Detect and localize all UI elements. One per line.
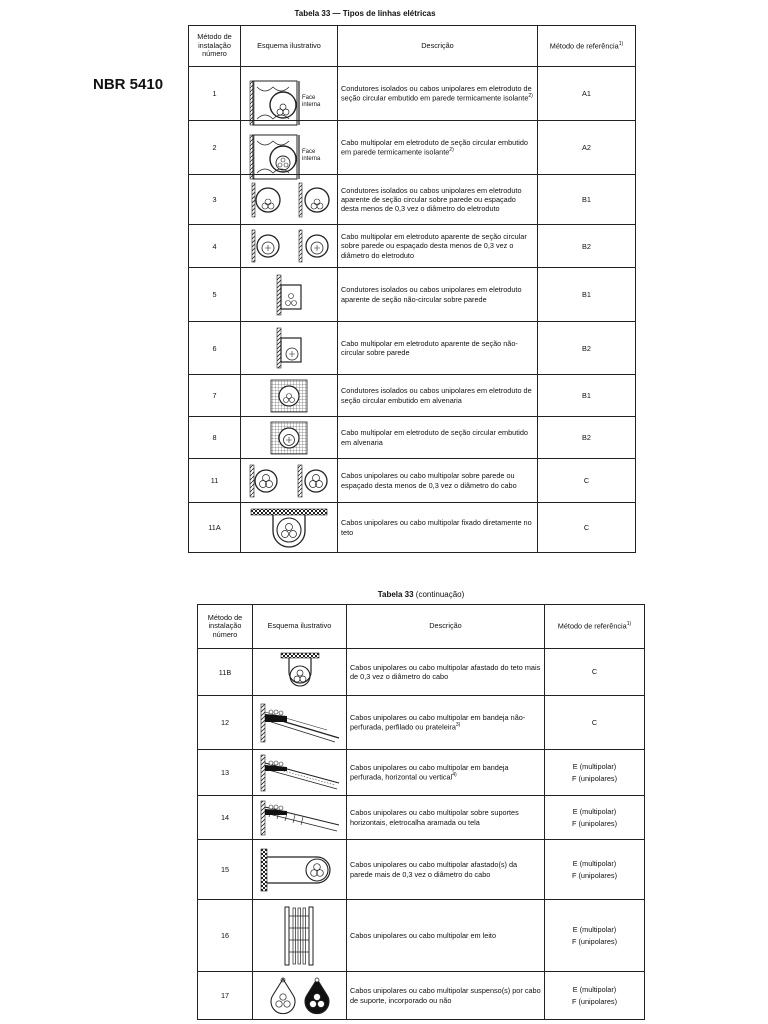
row-footnote: 4): [452, 772, 457, 779]
row-description: Condutores isolados ou cabos unipolares em eletroduto aparente de seção circular sobre parede ou espaçado desta menos de 0,3 vez o diâmetro do eletroduto: [338, 175, 538, 225]
row-description: Cabos unipolares ou cabo multipolar sobre parede ou espaçado desta menos de 0,3 vez o diâmetro do cabo: [338, 459, 538, 503]
row-reference: C: [538, 503, 636, 553]
row-description: Cabos unipolares ou cabo multipolar em leito: [347, 900, 545, 972]
table1-header-metodo: Método de instalação número: [189, 26, 241, 67]
schema-label: Face interna: [302, 94, 321, 108]
cable-on-wall-icon: [244, 462, 334, 500]
schema-cell: [241, 175, 338, 225]
solid-cable-tray-icon: [257, 700, 343, 746]
row-number: 2: [189, 121, 241, 175]
reference-primary: E (multipolar): [572, 858, 617, 868]
schema-cell: [241, 459, 338, 503]
schema-cell: [253, 750, 347, 796]
cable-spaced-from-wall-icon: [257, 845, 343, 895]
table-row: [189, 225, 636, 268]
row-description: Cabo multipolar em eletroduto aparente de seção circular sobre parede ou espaçado desta menos de 0,3 vez o diâmetro do eletroduto: [338, 225, 538, 268]
schema-cell: [253, 696, 347, 750]
row-number: 8: [189, 417, 241, 459]
row-description: Cabo multipolar em eletroduto de seção circular embutido em alvenaria: [338, 417, 538, 459]
schema-cell: [241, 121, 338, 175]
table2: [197, 604, 645, 1020]
row-number: 1: [189, 67, 241, 121]
reference-primary: C: [591, 717, 598, 727]
row-number: 15: [198, 840, 253, 900]
rectangular-conduit-icon: [269, 272, 309, 318]
table1-header-row: [189, 26, 636, 67]
table-row: [198, 696, 645, 750]
row-reference: B2: [538, 322, 636, 375]
row-description: [347, 750, 545, 796]
surface-multipolar-conduit-icon: [244, 227, 334, 265]
row-reference: B1: [538, 268, 636, 322]
row-reference: [545, 840, 645, 900]
table1-title-bold: Tabela 33 — Tipos de linhas elétricas: [294, 9, 436, 18]
schema-cell: [241, 375, 338, 417]
row-description: Cabos unipolares ou cabo multipolar afastado do teto mais de 0,3 vez o diâmetro do cabo: [347, 649, 545, 696]
schema-cell: [253, 900, 347, 972]
reference-secondary: F (unipolares): [571, 936, 617, 946]
schema-label: Face interna: [302, 148, 321, 162]
reference-secondary: F (unipolares): [571, 870, 617, 880]
table1-header-referencia-text: Método de referência: [549, 41, 619, 51]
row-number: 6: [189, 322, 241, 375]
schema-cell: [241, 503, 338, 553]
row-number: 11A: [189, 503, 241, 553]
wire-mesh-tray-icon: [257, 799, 343, 837]
row-number: 16: [198, 900, 253, 972]
cable-spaced-from-ceiling-icon: [275, 651, 325, 693]
table1-header-referencia: [538, 26, 636, 67]
row-description: [338, 121, 538, 175]
row-number: 7: [189, 375, 241, 417]
row-description-text: Cabos unipolares ou cabo multipolar em bandeja não-perfurada, perfilado ou prateleira: [350, 713, 526, 732]
row-description-text: Cabos unipolares ou cabo multipolar em bandeja perfurada, horizontal ou vertical: [350, 763, 509, 782]
table-row: [189, 175, 636, 225]
schema-cell: [241, 417, 338, 459]
reference-primary: E (multipolar): [572, 761, 617, 771]
row-description: Cabo multipolar em eletroduto aparente de seção não-circular sobre parede: [338, 322, 538, 375]
row-description: [338, 67, 538, 121]
reference-primary: E (multipolar): [572, 984, 617, 994]
table1-header-referencia-note: 1): [618, 40, 624, 47]
table-row: [198, 840, 645, 900]
schema-cell: [253, 840, 347, 900]
table-row: [189, 375, 636, 417]
table2-title: [260, 590, 582, 599]
row-number: 13: [198, 750, 253, 796]
row-footnote: 3): [455, 722, 461, 729]
schema-cell: [253, 649, 347, 696]
table2-header-descricao: Descrição: [347, 605, 545, 649]
table2-header-esquema: Esquema ilustrativo: [253, 605, 347, 649]
suspended-cable-icon: [257, 975, 343, 1017]
table-row: [189, 121, 636, 175]
table-row: [198, 900, 645, 972]
table-row: [189, 268, 636, 322]
reference-primary: E (multipolar): [572, 806, 617, 816]
row-reference: [545, 649, 645, 696]
reference-secondary: F (unipolares): [571, 773, 617, 783]
row-footnote: 2): [528, 93, 533, 100]
row-reference: [545, 750, 645, 796]
reference-secondary: F (unipolares): [571, 818, 617, 828]
row-reference: [545, 696, 645, 750]
row-description: Cabos unipolares ou cabo multipolar afastado(s) da parede mais de 0,3 vez o diâmetro do cabo: [347, 840, 545, 900]
conduit-in-masonry-icon: [269, 378, 309, 414]
table2-header-referencia: [545, 605, 645, 649]
multipolar-conduit-in-masonry-icon: [269, 420, 309, 456]
table-row: [198, 796, 645, 840]
schema-cell: [253, 796, 347, 840]
row-number: 12: [198, 696, 253, 750]
table-row: [198, 649, 645, 696]
row-reference: C: [538, 459, 636, 503]
row-reference: [545, 796, 645, 840]
schema-cell: [253, 972, 347, 1020]
table1-title: [190, 9, 540, 18]
rectangular-multipolar-conduit-icon: [269, 325, 309, 371]
row-description: [347, 696, 545, 750]
table-row: [189, 503, 636, 553]
table-row: [189, 322, 636, 375]
row-description: Condutores isolados ou cabos unipolares em eletroduto aparente de seção não-circular sobre parede: [338, 268, 538, 322]
table-row: [189, 417, 636, 459]
row-description-text: Cabo multipolar em eletroduto de seção circular embutido em parede termicamente isolante: [341, 138, 528, 157]
table-row: [189, 459, 636, 503]
table1-header-esquema: Esquema ilustrativo: [241, 26, 338, 67]
row-reference: A1: [538, 67, 636, 121]
row-description: Condutores isolados ou cabos unipolares em eletroduto de seção circular embutido em alvenaria: [338, 375, 538, 417]
table2-header-row: [198, 605, 645, 649]
row-description: Cabos unipolares ou cabo multipolar suspenso(s) por cabo de suporte, incorporado ou não: [347, 972, 545, 1020]
row-description-text: Condutores isolados ou cabos unipolares em eletroduto de seção circular embutido em parede termicamente isolante: [341, 84, 532, 103]
document-side-label: NBR 5410: [93, 76, 164, 93]
row-description: Cabos unipolares ou cabo multipolar sobre suportes horizontais, eletrocalha aramada ou tela: [347, 796, 545, 840]
schema-cell: [241, 67, 338, 121]
row-reference: A2: [538, 121, 636, 175]
table1: [188, 25, 636, 553]
reference-primary: E (multipolar): [572, 924, 617, 934]
row-number: 17: [198, 972, 253, 1020]
schema-cell: [241, 225, 338, 268]
reference-secondary: F (unipolares): [571, 996, 617, 1006]
table-row: [198, 750, 645, 796]
row-reference: B1: [538, 175, 636, 225]
table-row: [189, 67, 636, 121]
cable-ladder-icon: [275, 904, 325, 968]
table2-header-referencia-text: Método de referência: [557, 621, 627, 631]
table2-title-bold: Tabela 33: [377, 590, 414, 599]
row-reference: B2: [538, 417, 636, 459]
row-description: Cabos unipolares ou cabo multipolar fixado diretamente no teto: [338, 503, 538, 553]
row-number: 14: [198, 796, 253, 840]
row-number: 5: [189, 268, 241, 322]
row-number: 11B: [198, 649, 253, 696]
surface-conduit-icon: [244, 179, 334, 221]
schema-cell: [241, 268, 338, 322]
cable-fixed-on-ceiling-icon: [247, 506, 331, 550]
table2-header-referencia-note: 1): [626, 621, 632, 628]
perforated-cable-tray-icon: [257, 753, 343, 793]
row-number: 3: [189, 175, 241, 225]
reference-primary: C: [591, 667, 598, 677]
schema-cell: [241, 322, 338, 375]
row-reference: [545, 900, 645, 972]
table2-header-metodo: Método de instalação número: [198, 605, 253, 649]
row-number: 11: [189, 459, 241, 503]
row-reference: B2: [538, 225, 636, 268]
table2-title-rest: (continuação): [413, 590, 465, 599]
row-reference: [545, 972, 645, 1020]
table1-header-descricao: Descrição: [338, 26, 538, 67]
row-reference: B1: [538, 375, 636, 417]
row-number: 4: [189, 225, 241, 268]
row-footnote: 2): [449, 147, 454, 154]
table-row: [198, 972, 645, 1020]
